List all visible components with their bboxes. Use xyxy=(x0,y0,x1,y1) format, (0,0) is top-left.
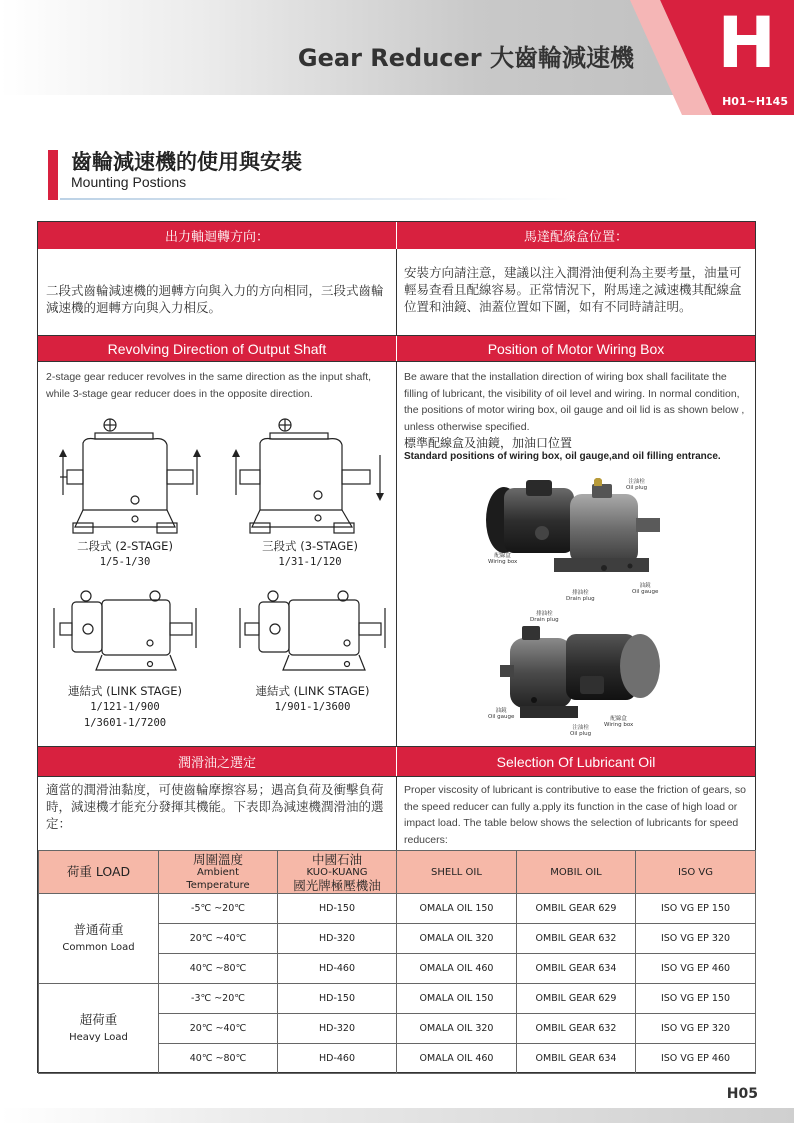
wiring-box-heading-en: Position of Motor Wiring Box xyxy=(487,340,665,357)
mobil-cell: OMBIL GEAR 629 xyxy=(517,984,636,1014)
table-row xyxy=(39,984,756,1014)
shell-cell: OMALA OIL 460 xyxy=(397,954,517,984)
iso-cell: ISO VG EP 150 xyxy=(636,984,756,1014)
temp-cell: 20℃ ~40℃ xyxy=(159,1014,278,1044)
mobil-cell: OMBIL GEAR 632 xyxy=(517,924,636,954)
row-divider xyxy=(37,776,756,777)
iso-cell: ISO VG EP 150 xyxy=(636,894,756,924)
section-underline xyxy=(60,198,570,200)
m2-drain-plug-label: 排油栓 Drain plug xyxy=(530,611,559,623)
m2-wiring-box-label: 配線盒 Wiring box xyxy=(604,716,634,728)
m1-wiring-box-label: 配線盒 Wiring box xyxy=(488,553,518,565)
temp-cell: -3℃ ~20℃ xyxy=(159,984,278,1014)
three-stage-diagram xyxy=(230,415,390,540)
lubricant-heading-en: Selection Of Lubricant Oil xyxy=(496,753,656,770)
output-shaft-heading-zh: 出力軸迴轉方向： xyxy=(164,230,269,245)
iso-cell: ISO VG EP 460 xyxy=(636,1044,756,1074)
table-row xyxy=(39,894,756,924)
section-range: H01~H145 xyxy=(722,95,788,108)
lubricant-heading-zh: 潤滑油之選定 xyxy=(177,756,256,771)
shell-cell: OMALA OIL 150 xyxy=(397,984,517,1014)
col-load: 荷重 LOAD xyxy=(39,851,159,894)
iso-cell: ISO VG EP 320 xyxy=(636,1014,756,1044)
footer-band xyxy=(0,1108,794,1123)
wiring-box-heading-zh: 馬達配線盒位置： xyxy=(523,230,628,245)
row-divider xyxy=(37,361,756,362)
mobil-cell: OMBIL GEAR 629 xyxy=(517,894,636,924)
lubricant-heading-row xyxy=(38,747,755,776)
standard-positions-en: Standard positions of wiring box, oil gauge,and oil filling entrance. xyxy=(404,451,721,462)
section-title-zh: 齒輪減速機的使用與安裝 xyxy=(71,150,302,174)
two-stage-caption: 二段式 (2-STAGE) 1/5-1/30 xyxy=(77,539,173,568)
link-stage-diagram-1 xyxy=(50,588,200,678)
output-shaft-text-en: 2-stage gear reducer revolves in the same direction as the input shaft, while 3-stage gear reducer does in the opposite direction. xyxy=(46,371,372,400)
col-kuo-kuang: 中國石油 KUO-KUANG 國光牌極壓機油 xyxy=(278,851,397,894)
kk-cell: HD-460 xyxy=(278,954,397,984)
link-stage-caption-2: 連結式 (LINK STAGE) 1/901-1/3600 xyxy=(255,684,370,713)
heading-row-zh xyxy=(38,222,755,249)
shell-cell: OMALA OIL 320 xyxy=(397,924,517,954)
kk-cell: HD-460 xyxy=(278,1044,397,1074)
temp-cell: 20℃ ~40℃ xyxy=(159,924,278,954)
temp-cell: 40℃ ~80℃ xyxy=(159,1044,278,1074)
kk-cell: HD-150 xyxy=(278,894,397,924)
section-letter: H xyxy=(717,2,776,84)
m2-oil-plug-label: 注油栓 Oil plug xyxy=(570,725,592,737)
three-stage-caption: 三段式 (3-STAGE) 1/31-1/120 xyxy=(262,539,358,568)
two-stage-diagram xyxy=(55,415,205,540)
output-shaft-heading-en: Revolving Direction of Output Shaft xyxy=(107,340,327,357)
lubricant-text-en: Proper viscosity of lubricant is contributive to ease the friction of gears, so the speed reducer can fully a.pply its function in the case of high load or impact load. The table below shows the selection of lubricants for speed reducers: xyxy=(404,784,746,846)
kk-cell: HD-320 xyxy=(278,1014,397,1044)
m1-drain-plug-label: 排油栓 Drain plug xyxy=(566,590,595,602)
page-number: H05 xyxy=(726,1086,758,1102)
iso-cell: ISO VG EP 460 xyxy=(636,954,756,984)
iso-cell: ISO VG EP 320 xyxy=(636,924,756,954)
link-stage-diagram-2 xyxy=(235,588,390,678)
common-load-cell: 普通荷重 Common Load xyxy=(39,894,159,984)
mobil-cell: OMBIL GEAR 632 xyxy=(517,1014,636,1044)
section-accent-bar xyxy=(48,150,58,200)
link-stage-caption-1: 連結式 (LINK STAGE) 1/121-1/900 1/3601-1/7200 xyxy=(67,684,182,729)
section-title-en: Mounting Postions xyxy=(71,174,187,190)
standard-positions-zh: 標準配線盒及油鏡，加油口位置 xyxy=(404,436,573,450)
wiring-box-text-en: Be aware that the installation direction of wiring box shall facilitate the filling of lubricant, the visibility of oil level and wiring. In normal condition, the positions of motor wiring box, oil gauge and oil lid is as shown below , unless otherwise specified. xyxy=(404,371,745,433)
col-shell: SHELL OIL xyxy=(397,851,517,894)
table-header-row xyxy=(39,851,756,894)
wiring-box-text-zh: 安裝方向請注意，建議以注入潤滑油便利為主要考量，油量可輕易查看且配線容易。正常情況下，附馬達之減速機其配線盒位置和油鏡、油蓋位置如下圖，如有不同時請註明。 xyxy=(404,265,742,314)
heavy-load-cell: 超荷重 Heavy Load xyxy=(39,984,159,1074)
kk-cell: HD-150 xyxy=(278,984,397,1014)
mobil-cell: OMBIL GEAR 634 xyxy=(517,1044,636,1074)
lubricant-table xyxy=(38,850,756,1074)
header-title: Gear Reducer 大齒輪減速機 xyxy=(297,44,634,72)
temp-cell: -5℃ ~20℃ xyxy=(159,894,278,924)
motor-photo-1 xyxy=(482,478,667,588)
col-mobil: MOBIL OIL xyxy=(517,851,636,894)
output-shaft-text-zh: 二段式齒輪減速機的迴轉方向與入力的方向相同，三段式齒輪減速機的迴轉方向與入力相反。 xyxy=(46,283,384,315)
col-iso: ISO VG xyxy=(636,851,756,894)
m1-oil-plug-label: 注油栓 Oil plug xyxy=(626,479,648,491)
shell-cell: OMALA OIL 460 xyxy=(397,1044,517,1074)
heading-row-en xyxy=(38,336,755,361)
m1-oil-gauge-label: 油鏡 Oil gauge xyxy=(632,583,659,595)
kk-cell: HD-320 xyxy=(278,924,397,954)
shell-cell: OMALA OIL 150 xyxy=(397,894,517,924)
col-temperature: 周圍溫度 Ambient Temperature xyxy=(159,851,278,894)
mobil-cell: OMBIL GEAR 634 xyxy=(517,954,636,984)
motor-photo-2 xyxy=(500,620,668,725)
shell-cell: OMALA OIL 320 xyxy=(397,1014,517,1044)
lubricant-text-zh: 適當的潤滑油黏度，可使齒輪摩擦容易；遇高負荷及衝擊負荷時，減速機才能充分發揮其機能。下表即為減速機潤滑油的選定： xyxy=(46,782,384,831)
m2-oil-gauge-label: 油鏡 Oil gauge xyxy=(488,708,515,720)
temp-cell: 40℃ ~80℃ xyxy=(159,954,278,984)
